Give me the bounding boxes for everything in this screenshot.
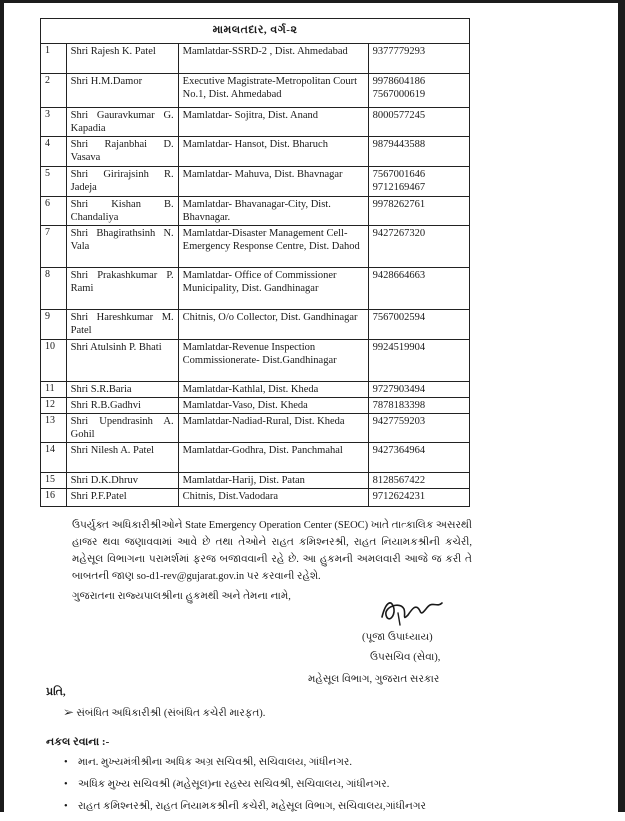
serial-number-cell: 2 [41, 74, 67, 108]
table-row [41, 44, 470, 74]
phone-cell [368, 489, 469, 507]
post-cell: Chitnis, Dist.Vadodara [178, 489, 368, 507]
post-cell: Mamlatdar- Office of Commissioner Municipality, Dist. Gandhinagar [178, 267, 368, 309]
post-cell: Mamlatdar-Disaster Management Cell-Emergency Response Centre, Dist. Dahod [178, 225, 368, 267]
signature-image [378, 595, 448, 634]
serial-number-cell: 12 [41, 397, 67, 413]
officer-name-cell: Shri Rajesh K. Patel [66, 44, 178, 74]
phone-cell [368, 414, 469, 443]
table-row [41, 414, 470, 443]
serial-number-cell: 10 [41, 339, 67, 381]
copy-list-item [64, 755, 426, 777]
table-row [41, 108, 470, 137]
serial-number-cell: 9 [41, 309, 67, 339]
post-cell: Mamlatdar-SSRD-2 , Dist. Ahmedabad [178, 44, 368, 74]
table-row [41, 166, 470, 196]
phone-cell [368, 44, 469, 74]
copy-item-text: રાહત કમિશ્નરશ્રી, રાહત નિયામકશ્રીની કચેરી, મહેસૂલ વિભાગ, સચિવાલય,ગાંધીનગર [78, 801, 426, 812]
table-row [41, 267, 470, 309]
phone-number: 9712624231 [372, 491, 426, 503]
signatory-department: મહેસૂલ વિભાગ, ગુજરાત સરકાર [308, 674, 440, 685]
post-cell: Mamlatdar-Harij, Dist. Patan [178, 473, 368, 489]
phone-cell [368, 166, 469, 196]
signatory-designation: ઉપસચિવ (સેવા), [370, 652, 441, 663]
officer-name-cell: Shri H.M.Damor [66, 74, 178, 108]
page-frame-top [0, 0, 625, 3]
copy-item-text: અધિક મુખ્ય સચિવશ્રી (મહેસૂલ)ના રહસ્ય સચિવશ્રી, સચિવાલય, ગાંધીનગર. [78, 779, 390, 790]
table-row [41, 196, 470, 225]
serial-number-cell: 11 [41, 381, 67, 397]
phone-number: 9978604186 [372, 76, 426, 87]
officer-name-cell: Shri Upendrasinh A. Gohil [66, 414, 178, 443]
serial-number-cell: 3 [41, 108, 67, 137]
post-cell: Mamlatdar- Sojitra, Dist. Anand [178, 108, 368, 137]
phone-number: 9427759203 [372, 416, 426, 427]
table-row [41, 339, 470, 381]
phone-number: 9978262761 [372, 198, 426, 210]
post-cell: Mamlatdar-Kathlal, Dist. Kheda [178, 381, 368, 397]
phone-number: 9879443588 [372, 139, 426, 151]
post-cell: Mamlatdar- Hansot, Dist. Bharuch [178, 137, 368, 166]
to-item [64, 708, 265, 720]
to-heading: પ્રતિ, [46, 686, 66, 698]
phone-cell [368, 381, 469, 397]
page-frame-right [618, 0, 625, 812]
serial-number-cell: 1 [41, 44, 67, 74]
phone-number: 9712169467 [372, 181, 426, 193]
serial-number-cell: 14 [41, 443, 67, 473]
phone-number: 7567000619 [372, 89, 426, 101]
phone-number: 9427364964 [372, 445, 426, 457]
table-header: મામલતદાર, વર્ગ-૨ [41, 19, 470, 44]
table-row [41, 74, 470, 108]
serial-number-cell: 16 [41, 489, 67, 507]
copy-list [64, 755, 426, 821]
officer-name-cell: Shri Girirajsinh R. Jadeja [66, 166, 178, 196]
phone-number: 9428664663 [372, 269, 426, 281]
officer-name-cell: Shri Nilesh A. Patel [66, 443, 178, 473]
post-cell: Mamlatdar-Godhra, Dist. Panchmahal [178, 443, 368, 473]
post-cell: Chitnis, O/o Collector, Dist. Gandhinagar [178, 309, 368, 339]
table-row [41, 137, 470, 166]
copy-list-item [64, 799, 426, 821]
officers-table [40, 18, 470, 507]
officer-name-cell: Shri Hareshkumar M. Patel [66, 309, 178, 339]
phone-number: 7567001646 [372, 168, 426, 180]
officer-name-cell: Shri Atulsinh P. Bhati [66, 339, 178, 381]
to-item-text: સંબંધિત અધિકારીશ્રી (સંબંધિત કચેરી મારફત). [76, 708, 266, 719]
table-row [41, 473, 470, 489]
phone-cell [368, 397, 469, 413]
officer-name-cell: Shri Kishan B. Chandaliya [66, 196, 178, 225]
bullet-icon: • [64, 757, 68, 768]
serial-number-cell: 4 [41, 137, 67, 166]
officer-name-cell: Shri Rajanbhai D. Vasava [66, 137, 178, 166]
phone-number: 9924519904 [372, 341, 426, 353]
serial-number-cell: 13 [41, 414, 67, 443]
phone-cell [368, 309, 469, 339]
serial-number-cell: 8 [41, 267, 67, 309]
officer-name-cell: Shri S.R.Baria [66, 381, 178, 397]
phone-number: 9427267320 [372, 227, 426, 239]
phone-cell [368, 443, 469, 473]
officer-name-cell: Shri R.B.Gadhvi [66, 397, 178, 413]
phone-number: 8000577245 [372, 110, 426, 121]
order-line: ગુજરાતના રાજ્યપાલશ્રીના હુકમથી અને તેમના નામે, [72, 591, 291, 602]
serial-number-cell: 5 [41, 166, 67, 196]
table-row [41, 489, 470, 507]
phone-cell [368, 267, 469, 309]
phone-cell [368, 473, 469, 489]
copy-item-text: માન. મુખ્યમંત્રીશ્રીના અધિક અગ્ર સચિવશ્રી, સચિવાલય, ગાંધીનગર. [78, 757, 352, 768]
signatory-name: (પૂજા ઉપાધ્યાય) [362, 632, 433, 643]
serial-number-cell: 6 [41, 196, 67, 225]
post-cell: Mamlatdar-Nadiad-Rural, Dist. Kheda [178, 414, 368, 443]
instruction-paragraph: ઉપર્યુક્ત અધિકારીશ્રીઓને State Emergency Operation Center (SEOC) ખાતે તાત્કાલિક અસરથી હાજર થવા જણાવવામાં આવે છે તથા તેઓને રાહત કમિશ્નરશ્રી, રાહત નિયામકશ્રીની કચેરી, મહેસૂલ વિભાગના પરામર્શમાં ફરજ બજાવવાની રહે છે. આ હુકમની અમલવારી આજે જ કરી તે બાબતની જાણ so-d1-rev@gujarat.gov.in પર કરવાની રહેશે. [72, 520, 472, 582]
officer-name-cell: Shri D.K.Dhruv [66, 473, 178, 489]
table-row [41, 397, 470, 413]
phone-number: 7878183398 [372, 399, 426, 411]
officer-name-cell: Shri Gauravkumar G. Kapadia [66, 108, 178, 137]
phone-cell [368, 108, 469, 137]
phone-cell [368, 137, 469, 166]
officer-name-cell: Shri Prakashkumar P. Rami [66, 267, 178, 309]
phone-cell [368, 196, 469, 225]
serial-number-cell: 7 [41, 225, 67, 267]
phone-cell [368, 339, 469, 381]
serial-number-cell: 15 [41, 473, 67, 489]
table-row [41, 225, 470, 267]
table-row [41, 443, 470, 473]
phone-number: 9377779293 [372, 46, 426, 57]
table-row [41, 381, 470, 397]
post-cell: Mamlatdar- Mahuva, Dist. Bhavnagar [178, 166, 368, 196]
phone-number: 9727903494 [372, 383, 426, 395]
phone-cell [368, 74, 469, 108]
arrow-icon: ➢ [64, 708, 74, 719]
phone-cell [368, 225, 469, 267]
bullet-icon: • [64, 779, 68, 790]
post-cell: Mamlatdar-Vaso, Dist. Kheda [178, 397, 368, 413]
officer-name-cell: Shri P.F.Patel [66, 489, 178, 507]
post-cell: Mamlatdar- Bhavanagar-City, Dist. Bhavnagar. [178, 196, 368, 225]
phone-number: 7567002594 [372, 311, 426, 323]
table-row [41, 309, 470, 339]
post-cell: Executive Magistrate-Metropolitan Court No.1, Dist. Ahmedabad [178, 74, 368, 108]
page-frame-left [0, 0, 4, 812]
copy-heading: નકલ રવાના :- [46, 736, 110, 748]
copy-list-item [64, 777, 426, 799]
officer-name-cell: Shri Bhagirathsinh N. Vala [66, 225, 178, 267]
bullet-icon: • [64, 801, 68, 812]
post-cell: Mamlatdar-Revenue Inspection Commissionerate- Dist.Gandhinagar [178, 339, 368, 381]
table-header-row [41, 19, 470, 44]
phone-number: 8128567422 [372, 475, 426, 487]
